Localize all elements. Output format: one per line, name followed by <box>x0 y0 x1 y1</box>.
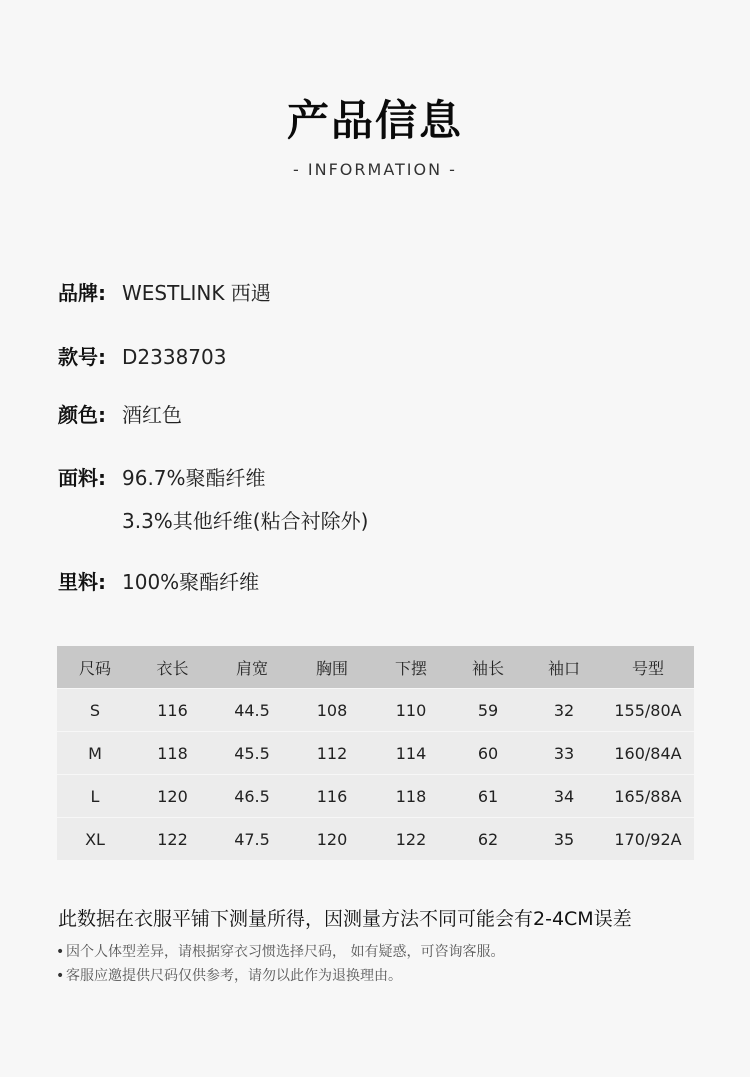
header-shoulder: 肩宽 <box>212 646 292 689</box>
header-fit-code: 号型 <box>602 646 694 689</box>
size-table <box>57 646 694 860</box>
table-cell: 118 <box>372 775 450 818</box>
table-cell: 120 <box>133 775 212 818</box>
table-cell: 160/84A <box>602 732 694 775</box>
page-subtitle: - INFORMATION - <box>293 160 457 179</box>
fabric-label: 面料: <box>58 466 106 490</box>
style-number-row <box>58 343 226 371</box>
table-cell: 62 <box>450 818 526 861</box>
color-row <box>58 401 182 429</box>
table-cell: 116 <box>133 689 212 732</box>
header-hem: 下摆 <box>372 646 450 689</box>
header-cuff: 袖口 <box>526 646 602 689</box>
fabric-value-1: 96.7%聚酯纤维 <box>122 466 266 490</box>
note-item-1 <box>56 941 504 961</box>
color-value: 酒红色 <box>122 403 182 427</box>
size-table-header-row <box>57 646 694 689</box>
table-cell: 170/92A <box>602 818 694 861</box>
note-item-1-text: 因个人体型差异，请根据穿衣习惯选择尺码， 如有疑惑，可咨询客服。 <box>66 944 505 960</box>
table-cell: 122 <box>372 818 450 861</box>
header-chest: 胸围 <box>292 646 372 689</box>
table-cell: 46.5 <box>212 775 292 818</box>
table-cell: 61 <box>450 775 526 818</box>
brand-value: WESTLINK 西遇 <box>122 281 271 305</box>
lining-value: 100%聚酯纤维 <box>122 570 260 594</box>
table-cell: 110 <box>372 689 450 732</box>
style-number-label: 款号: <box>58 345 106 369</box>
table-cell: 118 <box>133 732 212 775</box>
table-cell: 120 <box>292 818 372 861</box>
table-row <box>57 818 694 861</box>
measurement-note: 此数据在衣服平铺下测量所得，因测量方法不同可能会有2-4CM误差 <box>58 908 632 930</box>
table-cell: 35 <box>526 818 602 861</box>
table-cell: 44.5 <box>212 689 292 732</box>
table-row <box>57 732 694 775</box>
note-item-2 <box>56 965 402 985</box>
table-cell: S <box>57 689 133 732</box>
table-cell: 122 <box>133 818 212 861</box>
table-cell: 116 <box>292 775 372 818</box>
brand-row <box>58 279 271 307</box>
header-size: 尺码 <box>57 646 133 689</box>
table-cell: 108 <box>292 689 372 732</box>
table-cell: 60 <box>450 732 526 775</box>
table-cell: 165/88A <box>602 775 694 818</box>
bullet-icon: • <box>56 944 65 960</box>
bullet-icon: • <box>56 968 65 984</box>
table-cell: 45.5 <box>212 732 292 775</box>
style-number-value: D2338703 <box>122 345 227 369</box>
header-sleeve-length: 袖长 <box>450 646 526 689</box>
page-title: 产品信息 <box>286 96 463 145</box>
table-cell: 114 <box>372 732 450 775</box>
lining-label: 里料: <box>58 570 106 594</box>
table-cell: 32 <box>526 689 602 732</box>
table-cell: 59 <box>450 689 526 732</box>
table-cell: L <box>57 775 133 818</box>
note-item-2-text: 客服应邀提供尺码仅供参考，请勿以此作为退换理由。 <box>66 968 402 984</box>
fabric-row <box>58 464 266 492</box>
table-cell: 155/80A <box>602 689 694 732</box>
table-cell: 34 <box>526 775 602 818</box>
table-row <box>57 689 694 732</box>
table-cell: XL <box>57 818 133 861</box>
lining-row <box>58 568 259 596</box>
table-cell: 112 <box>292 732 372 775</box>
fabric-value-2: 3.3%其他纤维(粘合衬除外) <box>122 509 369 533</box>
header-length: 衣长 <box>133 646 212 689</box>
brand-label: 品牌: <box>58 281 106 305</box>
table-cell: 33 <box>526 732 602 775</box>
table-cell: 47.5 <box>212 818 292 861</box>
table-cell: M <box>57 732 133 775</box>
table-row <box>57 775 694 818</box>
color-label: 颜色: <box>58 403 106 427</box>
